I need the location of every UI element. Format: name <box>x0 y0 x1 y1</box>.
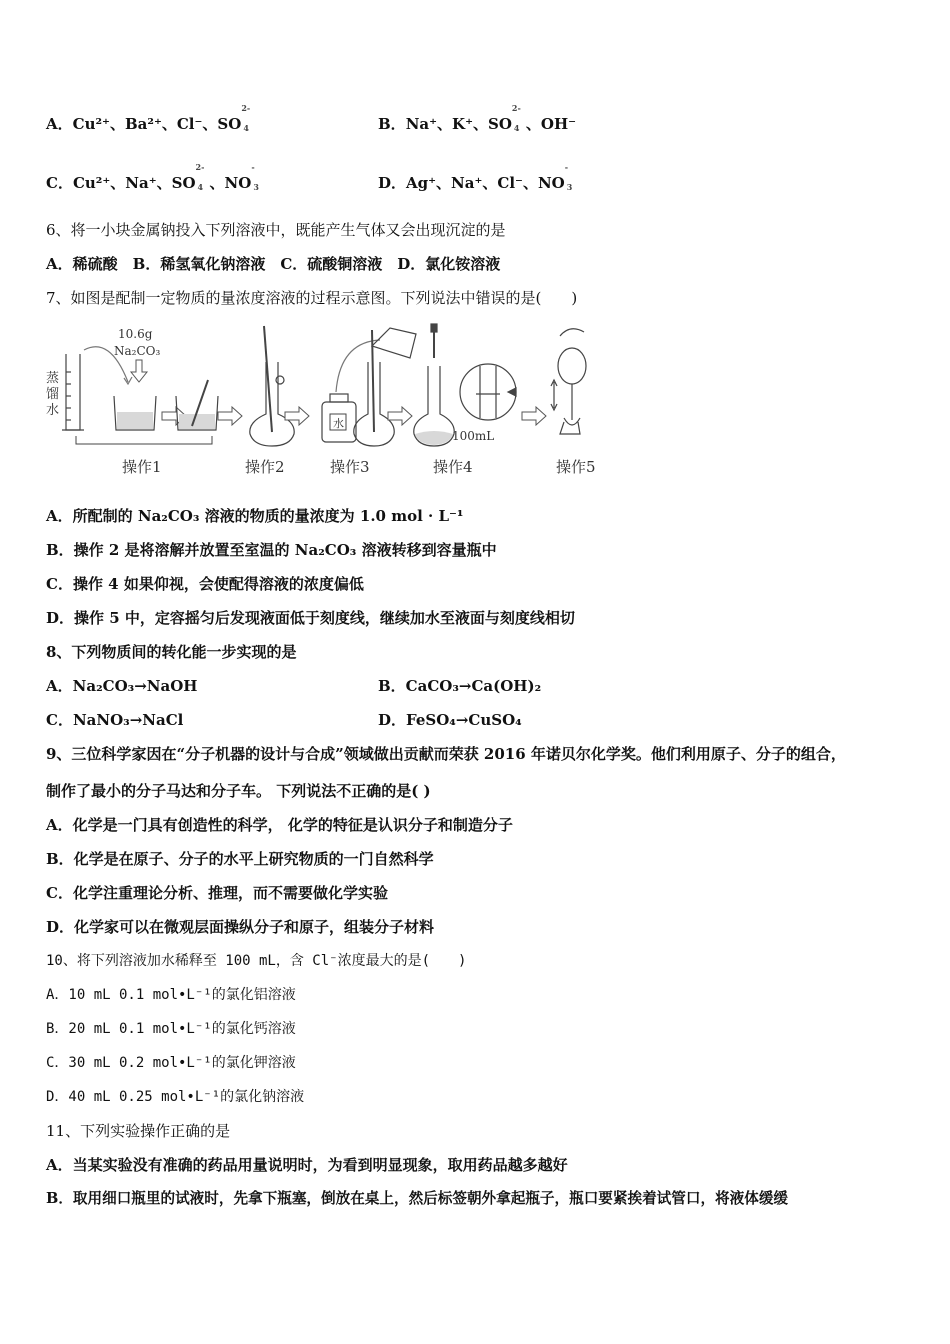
q7-option-d: D．操作 5 中，定容摇匀后发现液面低于刻度线，继续加水至液面与刻度线相切 <box>46 609 575 627</box>
q5-option-d: D．Ag⁺、Na⁺、Cl⁻、NO - 3 <box>378 162 573 192</box>
q8-option-a: A．Na₂CO₃→NaOH <box>46 677 198 695</box>
q8-option-c: C．NaNO₃→NaCl <box>46 711 184 729</box>
q8-option-b: B．CaCO₃→Ca(OH)₂ <box>378 677 542 695</box>
q5-option-c: C．Cu²⁺、Na⁺、SO 2- 4 、NO - 3 <box>46 162 259 192</box>
graduated-cylinder-icon <box>62 354 84 430</box>
q9-stem-line1: 9、三位科学家因在“分子机器的设计与合成”领域做出贡献而荣获 2016 年诺贝尔化学奖。他们利用原子、分子的组合， <box>46 745 846 763</box>
q9-option-b: B．化学是在原子、分子的水平上研究物质的一门自然科学 <box>46 850 434 868</box>
q10-stem: 10、将下列溶液加水稀释至 100 mL，含 Cl⁻浓度最大的是( ) <box>46 953 467 969</box>
step-label-4: 操作4 <box>433 458 473 476</box>
q11-option-a: A．当某实验没有准确的药品用量说明时，为看到明显现象，取用药品越多越好 <box>46 1156 568 1174</box>
q10-option-b: B．20 mL 0.1 mol•L⁻¹的氯化钙溶液 <box>46 1021 296 1037</box>
volumetric-flask-icon <box>354 328 416 446</box>
q5-option-b: B．Na⁺、K⁺、SO 2- 4 、OH⁻ <box>378 103 577 133</box>
shake-flask-icon <box>551 329 586 434</box>
step-label-2: 操作2 <box>245 458 285 476</box>
q7-option-a: A．所配制的 Na₂CO₃ 溶液的物质的量浓度为 1.0 mol · L⁻¹ <box>46 507 464 525</box>
bottle-label: 水 <box>333 417 344 430</box>
water-label-1: 蒸 <box>46 371 60 386</box>
q10-option-d: D．40 mL 0.25 mol•L⁻¹的氯化钠溶液 <box>46 1089 305 1105</box>
beaker-stirring-icon <box>176 380 218 430</box>
q7-option-c: C．操作 4 如果仰视，会使配得溶液的浓度偏低 <box>46 575 364 593</box>
eye-level-icon <box>460 364 516 420</box>
reagent-label: Na₂CO₃ <box>114 344 161 358</box>
q11-stem: 11、下列实验操作正确的是 <box>46 1122 231 1140</box>
step-label-5: 操作5 <box>556 458 596 476</box>
q7-stem: 7、如图是配制一定物质的量浓度溶液的过程示意图。下列说法中错误的是( ) <box>46 289 578 307</box>
q9-option-c: C．化学注重理论分析、推理，而不需要做化学实验 <box>46 884 388 902</box>
volume-label: 100mL <box>452 429 495 443</box>
q9-option-d: D．化学家可以在微观层面操纵分子和原子，组装分子材料 <box>46 918 435 936</box>
q10-option-c: C．30 mL 0.2 mol•L⁻¹的氯化钾溶液 <box>46 1055 296 1071</box>
q5-option-a: A．Cu²⁺、Ba²⁺、Cl⁻、SO 2- 4 <box>46 103 251 133</box>
step-label-1: 操作1 <box>122 458 162 476</box>
q9-option-a: A．化学是一门具有创造性的科学， 化学的特征是认识分子和制造分子 <box>46 816 513 834</box>
q10-option-a: A．10 mL 0.1 mol•L⁻¹的氯化铝溶液 <box>46 987 296 1003</box>
q7-option-b: B．操作 2 是将溶解并放置至室温的 Na₂CO₃ 溶液转移到容量瓶中 <box>46 541 497 559</box>
water-label-3: 水 <box>46 403 60 418</box>
volumetric-flask-icon <box>250 326 294 446</box>
q8-stem: 8、下列物质间的转化能一步实现的是 <box>46 643 297 661</box>
q6-stem: 6、将一小块金属钠投入下列溶液中，既能产生气体又会出现沉淀的是 <box>46 221 506 239</box>
beaker-icon <box>114 396 156 430</box>
q11-option-b: B．取用细口瓶里的试液时，先拿下瓶塞，倒放在桌上，然后标签朝外拿起瓶子，瓶口要紧挨着试管口，将液体缓缓 <box>46 1190 789 1207</box>
q8-option-d: D．FeSO₄→CuSO₄ <box>378 711 522 729</box>
mass-label: 10.6g <box>118 327 153 341</box>
q9-stem-line2: 制作了最小的分子马达和分子车。 下列说法不正确的是( ) <box>46 782 431 800</box>
q6-options: A．稀硫酸 B．稀氢氧化钠溶液 C．硫酸铜溶液 D．氯化铵溶液 <box>46 255 501 273</box>
step-label-3: 操作3 <box>330 458 370 476</box>
water-label-2: 馏 <box>46 387 60 402</box>
add-solid-arrow-icon <box>131 360 147 382</box>
solution-preparation-figure <box>40 322 620 482</box>
dropper-flask-icon <box>414 324 454 446</box>
